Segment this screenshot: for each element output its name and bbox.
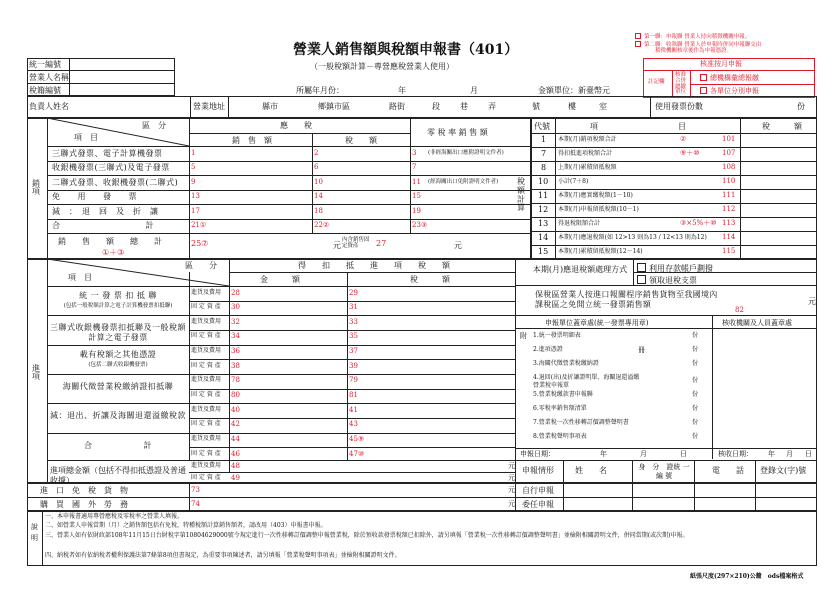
refund-opt-transfer-checkbox[interactable] bbox=[637, 263, 646, 272]
sales-header-diagonal bbox=[47, 118, 189, 146]
purchase-type-label: 進貨及費用 bbox=[191, 317, 222, 325]
purchase-total-label: 進項總金額（包括不得扣抵憑證及普通收據） bbox=[50, 466, 186, 485]
currency-label: 金額單位：新臺幣元 bbox=[538, 86, 610, 95]
purchase-amount-field[interactable]: 78 bbox=[231, 376, 240, 385]
tax-row-item: 得扣抵進項稅額合計 bbox=[558, 150, 613, 157]
attachment-item: 3.海關代徵營業稅繳納證 bbox=[533, 360, 599, 367]
row-divider bbox=[531, 217, 817, 218]
purchase-tax-field[interactable]: 33 bbox=[349, 317, 358, 326]
purchase-row-label: 載有稅額之其他憑證 bbox=[79, 349, 157, 359]
row-divider bbox=[531, 161, 817, 162]
note-2: 二、如營業人申報當期（月）之銷售額包括有免稅，特種稅額計算銷售額者，請改用（403）申報書申報。 bbox=[45, 522, 327, 529]
purchase-tax-field[interactable]: 47⑩ bbox=[349, 449, 365, 458]
purchase-type-label: 固 定 資 產 bbox=[191, 303, 221, 311]
attachment-unit: 份 bbox=[692, 433, 699, 440]
sales-section-label: 銷項 bbox=[32, 179, 40, 196]
purchase-tax-field[interactable]: 81 bbox=[349, 391, 358, 400]
purchase-amount-field[interactable]: 42 bbox=[231, 420, 240, 429]
purchase-tax-field[interactable]: 79 bbox=[349, 376, 358, 385]
tax-row-no: 8 bbox=[541, 163, 547, 172]
attachment-unit: 份 bbox=[692, 419, 699, 426]
row-divider bbox=[189, 418, 515, 419]
sales-row-label: 合 計 bbox=[52, 221, 154, 230]
purchase-amount-field[interactable]: 32 bbox=[231, 317, 240, 326]
attachment-item: 2.進項憑證 bbox=[533, 346, 563, 353]
purchase-type-label: 進貨及費用 bbox=[191, 347, 222, 355]
row-divider bbox=[47, 219, 531, 220]
zero-rate-field[interactable]: 19 bbox=[412, 206, 421, 215]
attachment-unit: 份 bbox=[692, 405, 699, 412]
tax-amount-field[interactable]: 113 bbox=[722, 219, 736, 227]
sales-amount-field[interactable]: 17 bbox=[191, 206, 200, 215]
purchase-tax-field[interactable]: 37 bbox=[349, 347, 358, 356]
business-name-label: 營業人名稱 bbox=[29, 73, 69, 82]
form-title: 營業人銷售額與稅額申報書（401） bbox=[293, 42, 519, 58]
purchase-type-label: 固 定 資 產 bbox=[191, 391, 221, 399]
sales-amount-field[interactable]: 13 bbox=[191, 192, 200, 200]
tax-row-item: 本期(月)累積留抵稅額(12－14) bbox=[558, 248, 643, 255]
row-divider bbox=[531, 147, 817, 148]
tax-amount-field[interactable]: 111 bbox=[722, 191, 736, 199]
tax-row-no: 14 bbox=[538, 233, 549, 242]
tax-calc-side-label: 稅額計算 bbox=[517, 177, 525, 213]
stamp-area-label: 申報單位蓋章處(統一發票專用章) bbox=[545, 319, 649, 327]
purchase-row-label: 統 一 發 票 扣 抵 聯 bbox=[79, 291, 157, 300]
tax-row-ref: ③×5%＋⑩ bbox=[680, 219, 717, 227]
sales-total-code[interactable]: 25⑦ bbox=[191, 239, 209, 248]
receive-date-label: 核收日期： bbox=[718, 450, 753, 458]
filing-date-label: 申報日期： bbox=[520, 450, 555, 458]
zero-rate-note: (經海關出口免附證明文件者) bbox=[428, 178, 499, 185]
row-divider bbox=[189, 301, 515, 302]
purchase-section-label: 進項 bbox=[32, 364, 40, 381]
purchase-tax-field[interactable]: 43 bbox=[349, 420, 358, 429]
purchase-row-label: 減：退出、折讓及海關退還溢繳稅款 bbox=[50, 411, 186, 421]
row-divider bbox=[189, 359, 515, 360]
purchase-amount-field[interactable]: 40 bbox=[231, 405, 240, 414]
attachment-item: 6.零稅率銷售額清單 bbox=[533, 405, 587, 412]
sales-row-label: 收銀機發票(三聯式)及電子發票 bbox=[52, 163, 170, 172]
tax-row-item: 本期(月)應退稅額(如 12>13 則為13 / 12<13 則為12) bbox=[558, 234, 707, 241]
land-sales-code[interactable]: 27 bbox=[376, 239, 387, 248]
purchase-amount-field[interactable]: 80 bbox=[231, 391, 240, 400]
sales-tax-field[interactable]: 18 bbox=[314, 206, 323, 215]
tax-row-item: 本期(月)應實繳稅額(1－10) bbox=[558, 192, 633, 199]
zero-rate-field[interactable]: 7 bbox=[412, 163, 417, 171]
purchase-type-label: 進貨及費用 bbox=[191, 405, 222, 413]
purchase-tax-field[interactable]: 31 bbox=[349, 303, 358, 312]
responsible-label: 負責人姓名 bbox=[29, 102, 69, 111]
row-divider bbox=[189, 389, 515, 390]
attachment-item: 5.營業稅繳款書申報聯 bbox=[533, 391, 593, 398]
invoice-count-label: 使用發票份數 bbox=[655, 102, 703, 111]
notes-label: 說明 bbox=[31, 523, 38, 543]
tax-row-item: 上期(月)累積留抵稅額 bbox=[558, 164, 617, 171]
tax-amount-field[interactable]: 110 bbox=[722, 177, 736, 185]
tax-amount-field[interactable]: 112 bbox=[722, 205, 736, 213]
paper-size-footer: 紙張尺度(297×210)公釐 ods檔案格式 bbox=[690, 573, 804, 580]
sales-amount-field[interactable]: 5 bbox=[191, 163, 196, 171]
sales-row-label: 二聯式發票、收銀機發票(二聯式) bbox=[52, 177, 179, 187]
tax-amount-field[interactable]: 115 bbox=[722, 247, 736, 255]
filing-opt-each[interactable]: 各單位分別申報 bbox=[710, 87, 759, 95]
purchase-amount-field[interactable]: 34 bbox=[231, 332, 240, 341]
row-divider bbox=[47, 345, 515, 346]
tax-row-no: 1 bbox=[541, 135, 547, 144]
tax-row-no: 13 bbox=[538, 219, 549, 228]
row-divider bbox=[531, 189, 817, 190]
receiver-area-label: 核收機關及人員蓋章處 bbox=[722, 319, 792, 327]
declare-situation-label: 申報情形 bbox=[522, 466, 554, 475]
agent-filing-label: 委任申報 bbox=[522, 500, 554, 509]
purchase-tax-field[interactable]: 29 bbox=[349, 288, 358, 297]
sales-amount-field[interactable]: 1 bbox=[191, 148, 196, 157]
sales-row-label: 免 用 發 票 bbox=[52, 192, 137, 201]
sales-total-label: 銷 售 額 總 計 bbox=[58, 237, 162, 246]
zero-rate-field[interactable]: 11 bbox=[412, 177, 421, 186]
purchase-type-label: 固 定 資 產 bbox=[191, 332, 221, 340]
bonded-text: 保稅區營業人按進口報關程序銷售貨物至我國境內課稅區之免開立統一發票銷售額 bbox=[535, 290, 718, 310]
row-divider bbox=[47, 315, 515, 316]
form-subtitle: （一般稅額計算－專營應稅營業人使用） bbox=[310, 62, 454, 71]
tax-row-item: 本期(月)銷項稅額合計 bbox=[558, 136, 617, 143]
row-divider bbox=[531, 175, 817, 176]
attachment-item: 7.營業稅一次性移轉訂價調整聲明書 bbox=[533, 419, 629, 426]
tax-id-label: 統一編號 bbox=[29, 60, 61, 69]
tax-amount-field[interactable]: 101 bbox=[722, 135, 736, 143]
sales-amount-field[interactable]: 21① bbox=[191, 221, 207, 229]
purchase-tax-field[interactable]: 45⑨ bbox=[349, 435, 365, 443]
period-label: 所屬年月份： bbox=[296, 86, 344, 95]
sales-row-label: 減 ： 退 回 及 折 讓 bbox=[52, 206, 159, 216]
purchase-row-sublabel: (包括二聯式收銀機發票) bbox=[88, 361, 148, 368]
tax-amount-field[interactable]: 108 bbox=[722, 163, 736, 171]
tax-row-item: 得退稅限額合計 bbox=[558, 220, 601, 227]
tax-row-no: 11 bbox=[538, 191, 549, 200]
import-label: 進 口 免 稅 貨 物 bbox=[40, 486, 128, 495]
row-divider bbox=[531, 245, 817, 246]
tax-row-ref: ② bbox=[680, 135, 687, 143]
row-divider bbox=[531, 231, 817, 232]
self-filing-label: 自行申報 bbox=[522, 486, 554, 495]
sales-row-label: 三聯式發票、電子計算機發票 bbox=[52, 148, 163, 158]
attachment-item: 1.統一發票明細表 bbox=[533, 332, 581, 339]
sales-tax-field[interactable]: 22② bbox=[314, 221, 330, 229]
tax-row-ref: ⑨＋⑩ bbox=[680, 149, 700, 157]
purchase-type-label: 進貨及費用 bbox=[191, 435, 222, 442]
refund-opt-check-checkbox[interactable] bbox=[637, 275, 646, 284]
sales-amount-field[interactable]: 9 bbox=[191, 177, 196, 186]
attachment-unit: 份 bbox=[692, 391, 699, 398]
purchase-tax-field[interactable]: 41 bbox=[349, 405, 358, 414]
zero-rate-field[interactable]: 3 bbox=[412, 148, 417, 157]
attachment-item: 4.退回(出)及折讓證明單、海關退還溢繳營業稅申報單 bbox=[533, 374, 640, 389]
tax-row-no: 15 bbox=[538, 247, 549, 256]
row-divider bbox=[47, 161, 531, 162]
purchase-row-label: 合 計 bbox=[84, 440, 152, 450]
row-divider bbox=[47, 374, 515, 375]
purchase-amount-field[interactable]: 28 bbox=[231, 288, 240, 297]
row-divider bbox=[47, 403, 515, 404]
attachment-unit: 份 bbox=[692, 360, 699, 367]
filing-box-title: 核准按月申報 bbox=[700, 60, 742, 68]
purchase-row-label: 三聯式收銀機發票扣抵聯及一般稅額計算之電子發票 bbox=[50, 323, 186, 343]
attachment-unit: 份 bbox=[692, 377, 699, 384]
tax-row-no: 10 bbox=[538, 177, 549, 186]
sales-tax-field[interactable]: 14 bbox=[314, 192, 323, 200]
purchase-row-label: 海關代徵營業稅繳納證扣抵聯 bbox=[62, 381, 174, 391]
purchase-type-label: 進貨及費用 bbox=[191, 376, 222, 384]
attachment-unit: 份 bbox=[692, 346, 699, 353]
row-divider bbox=[47, 175, 531, 176]
purchase-amount-field[interactable]: 44 bbox=[231, 435, 240, 443]
purchase-amount-field[interactable]: 46 bbox=[231, 449, 240, 458]
row-divider bbox=[47, 190, 531, 191]
zero-rate-field[interactable]: 15 bbox=[412, 192, 421, 200]
purchase-type-label: 固 定 資 產 bbox=[191, 420, 221, 428]
purchase-amount-field[interactable]: 30 bbox=[231, 303, 240, 312]
purchase-tax-field[interactable]: 35 bbox=[349, 332, 358, 341]
tax-amount-field[interactable]: 114 bbox=[722, 233, 736, 241]
sales-tax-field[interactable]: 10 bbox=[314, 177, 323, 186]
purchase-amount-field[interactable]: 36 bbox=[231, 347, 240, 356]
tax-row-item: 小計(7＋8) bbox=[558, 178, 589, 185]
purchase-type-label: 固 定 資 產 bbox=[191, 361, 221, 369]
row-divider bbox=[47, 204, 531, 205]
filing-side-label: 註記欄 bbox=[648, 79, 665, 85]
purchase-amount-field[interactable]: 38 bbox=[231, 361, 240, 370]
foreign-label: 購 買 國 外 勞 務 bbox=[40, 500, 128, 509]
row-divider bbox=[531, 203, 817, 204]
purchase-row-sublabel: (包括一般稅額計算之電子計算機發票扣抵聯) bbox=[63, 303, 173, 309]
attachment-item: 8.營業稅聲明事項表 bbox=[533, 433, 587, 440]
tax-amount-field[interactable]: 107 bbox=[722, 149, 736, 157]
row-divider bbox=[189, 330, 515, 331]
purchase-type-label: 固 定 資 產 bbox=[191, 449, 221, 457]
sales-tax-field[interactable]: 2 bbox=[314, 148, 319, 157]
refund-label: 本期(月)應退稅額處理方式 bbox=[532, 265, 628, 274]
note-4: 四、納稅者如有依納稅者權利保護法第7條第8項但書規定，為重要事項陳述者，請另填報「營業稅聲明事項表」並檢附相關證明文件。 bbox=[45, 552, 401, 559]
note-3: 三、營業人如有依財政部108年11月15日台財稅字第10804629000號令規定進行一次性移轉訂價調整申報營業稅，除於預收款發票稅額已扣除外，請另填報「營業稅一次性移轉訂價調整聲明書」並檢附相關證明文件，併同當期(或次期)申報。 bbox=[45, 532, 689, 539]
attachment-unit: 份 bbox=[692, 332, 699, 339]
tax-row-no: 12 bbox=[538, 205, 549, 214]
zero-rate-field[interactable]: 23③ bbox=[412, 221, 428, 229]
row-divider bbox=[189, 447, 515, 448]
tax-row-item: 本期(月)申報留抵稅額(10－1) bbox=[558, 206, 639, 213]
note-1: 一、本申報書適用專營應稅及零稅率之營業人填報。 bbox=[45, 513, 184, 520]
row-divider bbox=[47, 433, 515, 434]
filing-opt-hq[interactable]: 總機構彙總報繳 bbox=[710, 74, 759, 82]
tax-reg-label: 稅籍編號 bbox=[29, 86, 61, 95]
address-label: 營業地址 bbox=[193, 102, 225, 111]
purchase-type-label: 進貨及費用 bbox=[191, 288, 222, 296]
zero-rate-note: (非經海關出口應附證明文件者) bbox=[428, 149, 504, 156]
purchase-tax-field[interactable]: 39 bbox=[349, 361, 358, 370]
bonded-code[interactable]: 82 bbox=[735, 306, 744, 314]
tax-row-no: 7 bbox=[541, 149, 547, 158]
sales-tax-field[interactable]: 6 bbox=[314, 163, 319, 171]
